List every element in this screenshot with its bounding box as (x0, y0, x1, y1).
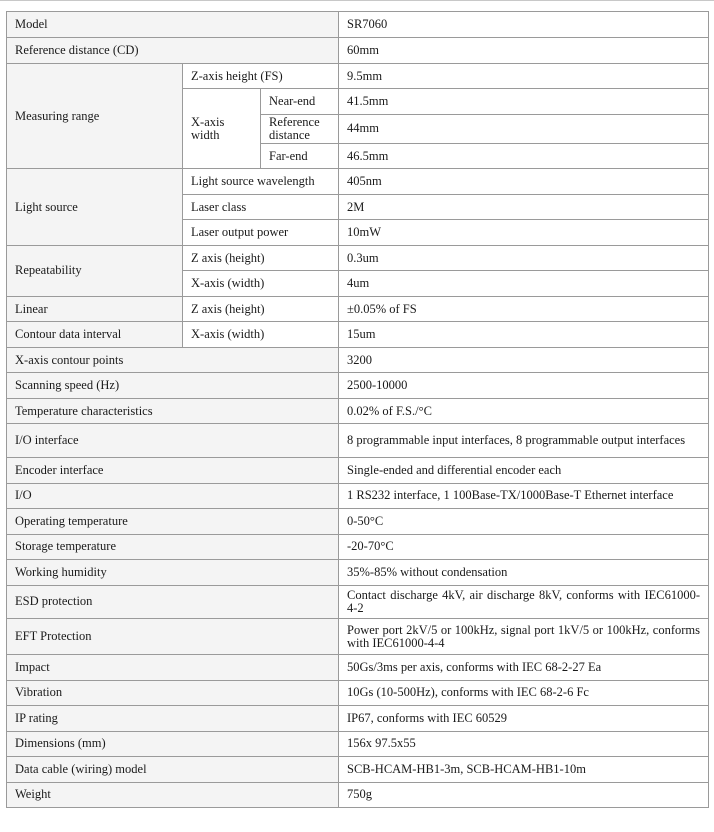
eft-value: Power port 2kV/5 or 100kHz, signal port 1kV/5 or 100kHz, conforms with IEC61000-4-4 (339, 619, 709, 655)
table-row (7, 322, 709, 348)
linear-label: Linear (7, 296, 183, 322)
table-row (7, 782, 709, 808)
spec-table (6, 11, 709, 808)
cable-value: SCB-HCAM-HB1-3m, SCB-HCAM-HB1-10m (339, 757, 709, 783)
near-end-label: Near-end (261, 89, 339, 115)
table-row (7, 680, 709, 706)
table-row (7, 757, 709, 783)
scan-speed-label: Scanning speed (Hz) (7, 373, 339, 399)
far-end-label: Far-end (261, 143, 339, 169)
encoder-label: Encoder interface (7, 457, 339, 483)
x-width-label: X-axis width (183, 89, 261, 169)
table-row (7, 560, 709, 586)
laser-class-label: Laser class (183, 194, 339, 220)
table-row (7, 731, 709, 757)
repeatability-label: Repeatability (7, 245, 183, 296)
reference-distance-label: Reference distance (261, 114, 339, 143)
scan-speed-value: 2500-10000 (339, 373, 709, 399)
weight-value: 750g (339, 782, 709, 808)
repeatability-x-label: X-axis (width) (183, 271, 339, 297)
top-divider (0, 0, 714, 5)
table-row (7, 169, 709, 195)
light-source-label: Light source (7, 169, 183, 246)
humidity-label: Working humidity (7, 560, 339, 586)
encoder-value: Single-ended and differential encoder each (339, 457, 709, 483)
vibration-value: 10Gs (10-500Hz), conforms with IEC 68-2-6 Fc (339, 680, 709, 706)
io-label: I/O (7, 483, 339, 509)
far-end-value: 46.5mm (339, 143, 709, 169)
linear-sub-label: Z axis (height) (183, 296, 339, 322)
repeatability-z-label: Z axis (height) (183, 245, 339, 271)
dimensions-value: 156x 97.5x55 (339, 731, 709, 757)
io-interface-label: I/O interface (7, 424, 339, 458)
measuring-range-label: Measuring range (7, 63, 183, 169)
near-end-value: 41.5mm (339, 89, 709, 115)
io-value: 1 RS232 interface, 1 100Base-TX/1000Base-T Ethernet interface (339, 483, 709, 509)
table-row (7, 398, 709, 424)
table-row (7, 655, 709, 681)
repeatability-x-value: 4um (339, 271, 709, 297)
storage-temp-label: Storage temperature (7, 534, 339, 560)
table-row (7, 12, 709, 38)
temp-char-value: 0.02% of F.S./°C (339, 398, 709, 424)
cable-label: Data cable (wiring) model (7, 757, 339, 783)
contour-points-label: X-axis contour points (7, 347, 339, 373)
contour-interval-value: 15um (339, 322, 709, 348)
ref-distance-value: 60mm (339, 37, 709, 63)
temp-char-label: Temperature characteristics (7, 398, 339, 424)
ref-distance-label: Reference distance (CD) (7, 37, 339, 63)
model-value: SR7060 (339, 12, 709, 38)
ip-rating-label: IP rating (7, 706, 339, 732)
model-label: Model (7, 12, 339, 38)
eft-label: EFT Protection (7, 619, 339, 655)
table-row (7, 296, 709, 322)
table-row (7, 509, 709, 535)
table-row (7, 63, 709, 89)
laser-power-label: Laser output power (183, 220, 339, 246)
z-height-label: Z-axis height (FS) (183, 63, 339, 89)
contour-interval-label: Contour data interval (7, 322, 183, 348)
vibration-label: Vibration (7, 680, 339, 706)
table-row (7, 619, 709, 655)
linear-value: ±0.05% of FS (339, 296, 709, 322)
table-row (7, 706, 709, 732)
humidity-value: 35%-85% without condensation (339, 560, 709, 586)
impact-value: 50Gs/3ms per axis, conforms with IEC 68-2-27 Ea (339, 655, 709, 681)
table-row (7, 424, 709, 458)
table-row (7, 483, 709, 509)
dimensions-label: Dimensions (mm) (7, 731, 339, 757)
esd-value: Contact discharge 4kV, air discharge 8kV, conforms with IEC61000-4-2 (339, 585, 709, 619)
table-row (7, 373, 709, 399)
table-row (7, 534, 709, 560)
table-row (7, 245, 709, 271)
impact-label: Impact (7, 655, 339, 681)
table-row (7, 347, 709, 373)
contour-points-value: 3200 (339, 347, 709, 373)
wavelength-value: 405nm (339, 169, 709, 195)
reference-distance-value: 44mm (339, 114, 709, 143)
op-temp-value: 0-50°C (339, 509, 709, 535)
weight-label: Weight (7, 782, 339, 808)
storage-temp-value: -20-70°C (339, 534, 709, 560)
laser-class-value: 2M (339, 194, 709, 220)
ip-rating-value: IP67, conforms with IEC 60529 (339, 706, 709, 732)
table-row (7, 585, 709, 619)
table-row (7, 457, 709, 483)
table-row (7, 37, 709, 63)
contour-interval-sub-label: X-axis (width) (183, 322, 339, 348)
op-temp-label: Operating temperature (7, 509, 339, 535)
wavelength-label: Light source wavelength (183, 169, 339, 195)
io-interface-value: 8 programmable input interfaces, 8 programmable output interfaces (339, 424, 709, 458)
repeatability-z-value: 0.3um (339, 245, 709, 271)
z-height-value: 9.5mm (339, 63, 709, 89)
laser-power-value: 10mW (339, 220, 709, 246)
esd-label: ESD protection (7, 585, 339, 619)
